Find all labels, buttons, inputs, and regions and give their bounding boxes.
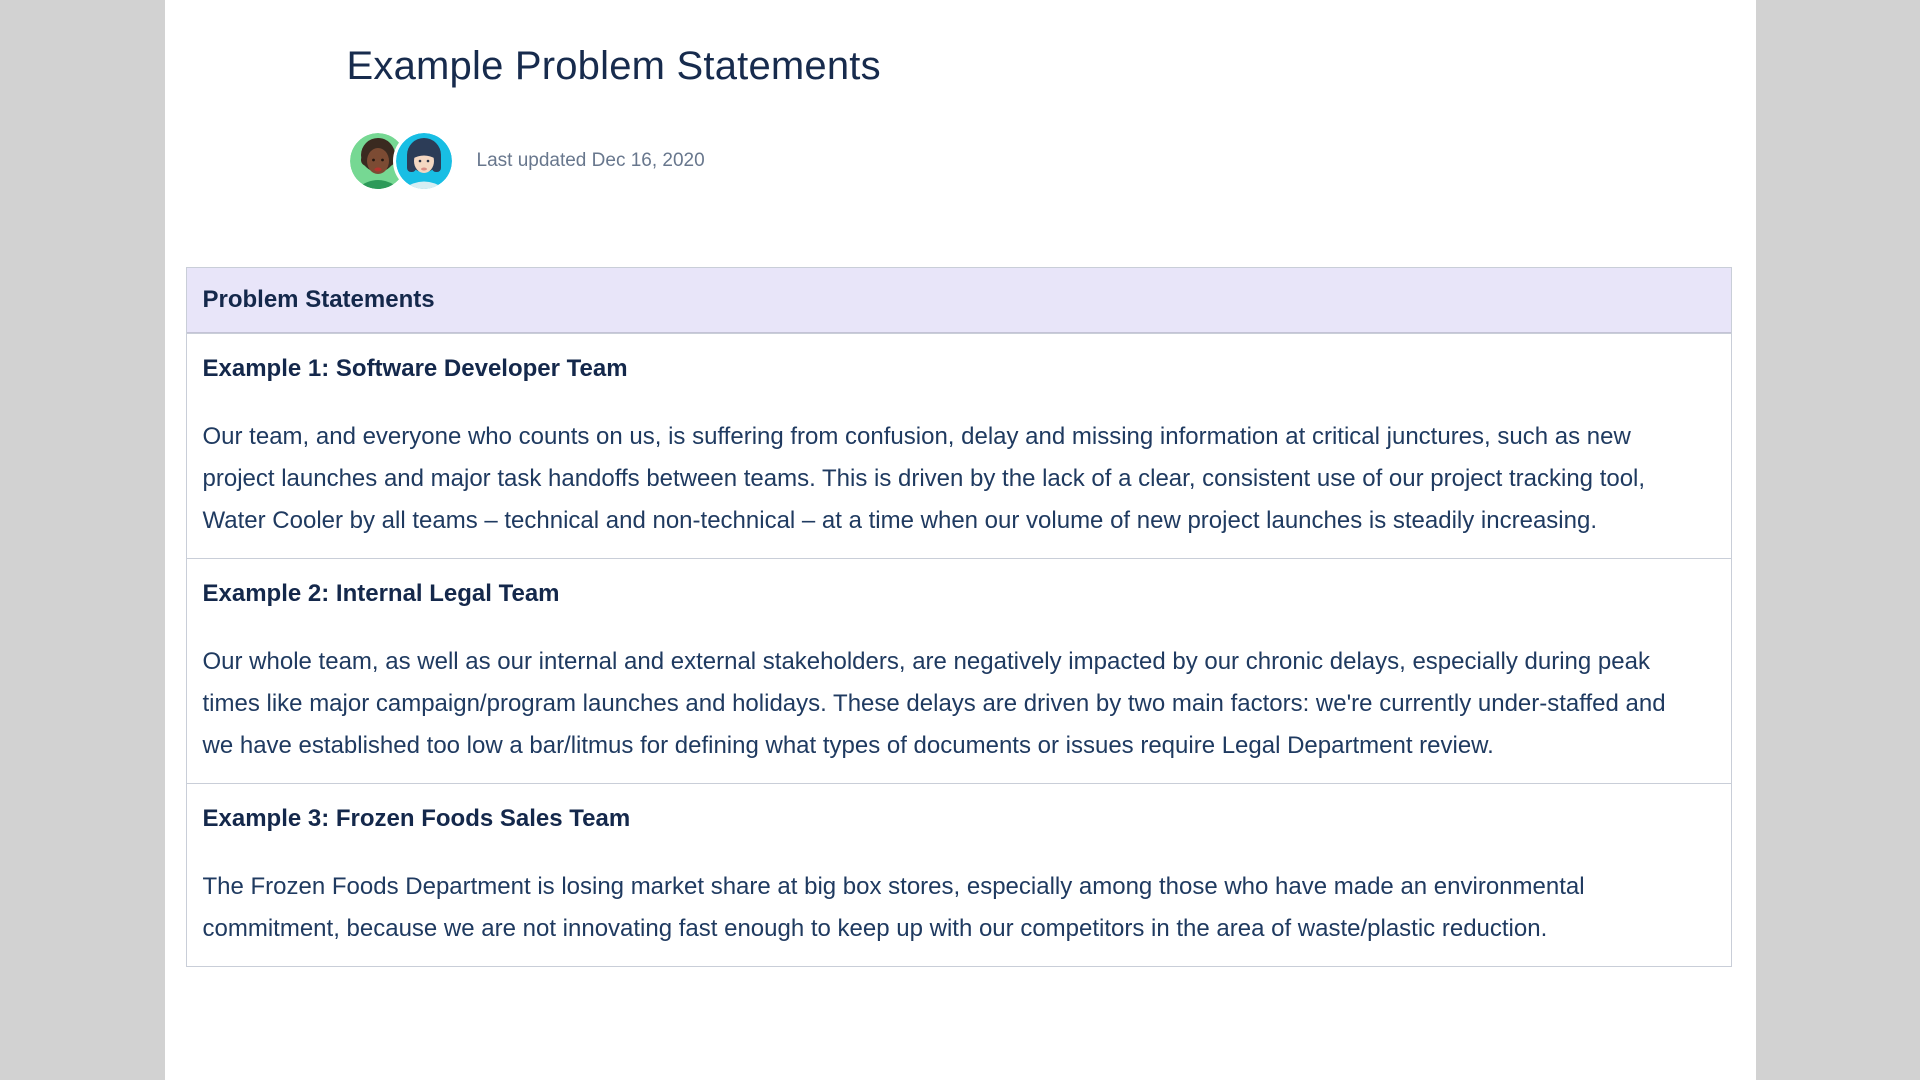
table-row xyxy=(187,558,1731,783)
example-1-heading: Example 1: Software Developer Team xyxy=(202,355,628,382)
example-1-body: Our team, and everyone who counts on us, is suffering from confusion, delay and missing information at critical junctures, such as new project launches and major task handoffs between teams. This is driven by the lack of a clear, consistent use of our project tracking tool, Water Cooler by all teams – technical and non-technical – at a time when our volume of new project launches is steadily increasing. xyxy=(202,423,1646,534)
page-title: Example Problem Statements xyxy=(346,44,881,88)
problem-statements-table xyxy=(186,267,1732,967)
table-header-cell: Problem Statements xyxy=(187,268,1731,333)
document-page xyxy=(165,0,1756,1080)
avatar-group xyxy=(347,130,455,192)
example-2-heading: Example 2: Internal Legal Team xyxy=(202,580,560,607)
example-3-heading: Example 3: Frozen Foods Sales Team xyxy=(202,805,631,832)
example-2-body: Our whole team, as well as our internal and external stakeholders, are negatively impacted by our chronic delays, especially during peak times like major campaign/program launches and holidays. These delays are driven by two main factors: we're currently under-staffed and we have established too low a bar/litmus for defining what types of documents or issues require Legal Department review. xyxy=(202,648,1666,759)
table-row xyxy=(187,333,1731,558)
byline xyxy=(347,130,705,192)
avatar-user-2[interactable] xyxy=(393,130,455,192)
example-3-body: The Frozen Foods Department is losing market share at big box stores, especially among those who have made an environmental commitment, because we are not innovating fast enough to keep up with our competitors in the area of waste/plastic reduction. xyxy=(202,873,1585,942)
last-updated-text[interactable]: Last updated Dec 16, 2020 xyxy=(476,150,705,171)
table-row xyxy=(187,783,1731,966)
